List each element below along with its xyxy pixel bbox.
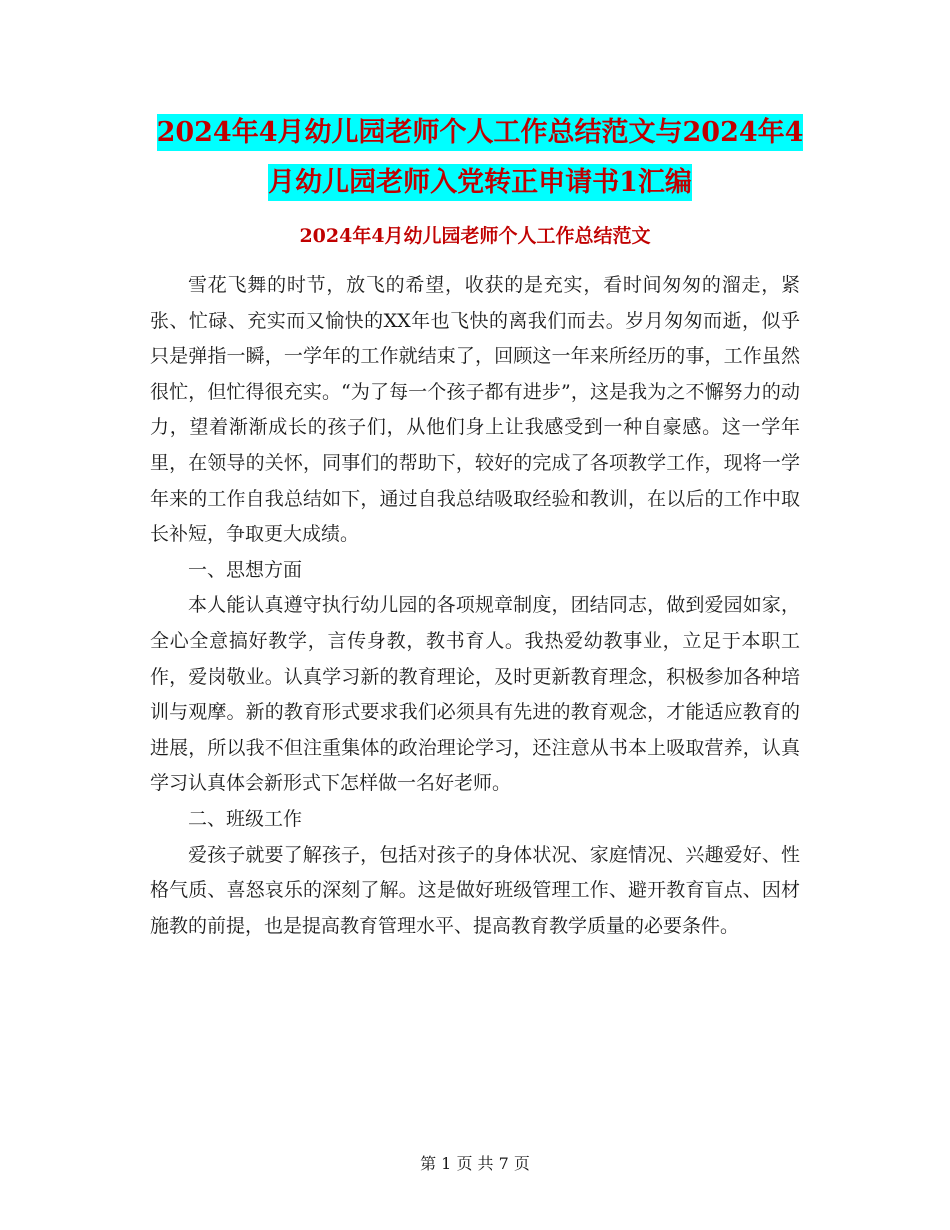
subheading-class-work: 二、班级工作 bbox=[188, 807, 303, 830]
paragraph-class-work: 爱孩子就要了解孩子，包括对孩子的身体状况、家庭情况、兴趣爱好、性格气质、喜怒哀乐的深刻了解。这是做好班级管理工作、避开教育盲点、因材施教的前提，也是提高教育管理水平、提高教育教学质量的必要条件。 bbox=[150, 843, 800, 937]
page-footer: 第 1 页 共 7 页 bbox=[420, 1154, 530, 1173]
document-title-text: 2024年4月幼儿园老师个人工作总结范文与2024年4月幼儿园老师入党转正申请书1汇编 bbox=[157, 114, 804, 201]
section-heading: 2024年4月幼儿园老师个人工作总结范文 bbox=[299, 225, 651, 247]
paragraph-intro: 雪花飞舞的时节，放飞的希望，收获的是充实，看时间匆匆的溜走，紧张、忙碌、充实而又愉快的XX年也飞快的离我们而去。岁月匆匆而逝，似乎只是弹指一瞬，一学年的工作就结束了，回顾这一年来所经历的事，工作虽然很忙，但忙得很充实。“为了每一个孩子都有进步”，这是我为之不懈努力的动力，望着渐渐成长的孩子们，从他们身上让我感受到一种自豪感。这一学年里，在领导的关怀，同事们的帮助下，较好的完成了各项教学工作，现将一学年来的工作自我总结如下，通过自我总结吸取经验和教训，在以后的工作中取长补短，争取更大成绩。 bbox=[150, 274, 800, 546]
subheading-thought: 一、思想方面 bbox=[188, 558, 303, 581]
document-title bbox=[150, 108, 810, 208]
paragraph-thought: 本人能认真遵守执行幼儿园的各项规章制度，团结同志，做到爱园如家，全心全意搞好教学，言传身教，教书育人。我热爱幼教事业，立足于本职工作，爱岗敬业。认真学习新的教育理论，及时更新教育理念，积极参加各种培训与观摩。新的教育形式要求我们必须具有先进的教育观念，才能适应教育的进展，所以我不但注重集体的政治理论学习，还注意从书本上吸取营养，认真学习认真体会新形式下怎样做一名好老师。 bbox=[150, 594, 800, 795]
document-body bbox=[150, 268, 800, 944]
